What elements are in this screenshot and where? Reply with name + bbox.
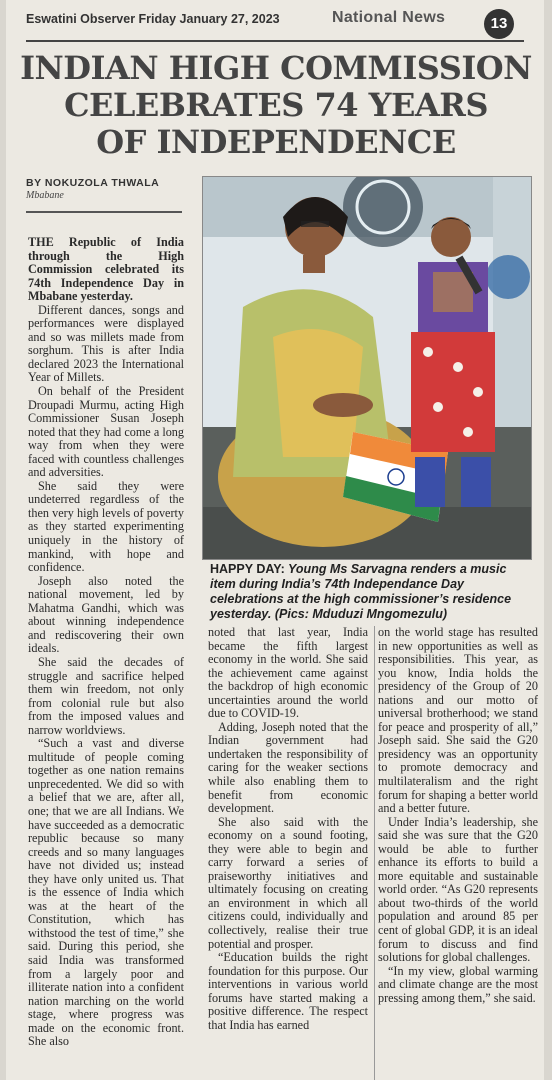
byline-rule — [26, 211, 182, 213]
article-paragraph: on the world stage has resulted in new opportunities as well as responsibilities. This year, as you know, India holds the presidency of the Group of 20 nations and our motto of universal brotherhood; we stand for peace and prosperity of all,” Joseph said. She said the G20 presidency was an opportunity to promote democracy and multilateralism and the right forum for shaping a better world and a better future. — [378, 626, 538, 816]
article-paragraph: She said the decades of struggle and sacrifice helped them win freedom, not only from colonial rule but also from the imposed values and narrow worldviews. — [28, 654, 184, 737]
article-paragraph: “In my view, global warming and climate change are the most pressing among them,” she said. — [378, 963, 538, 1005]
headline-line: INDIAN HIGH COMMISSION — [20, 49, 532, 87]
caption-lead: HAPPY DAY: — [210, 562, 285, 576]
article-paragraph: “Such a vast and diverse multitude of people coming together as one nation remains unprecedented. We did so with a belief that we are, after all, one; that we are all Indians. We have succeeded as a democratic republic because so many creeds and so many languages have not divided us; instead they have only united us. That is the essence of India which was at the heart of the Constitution, which has withstood the test of time,” she said. During this period, she said India was transformed from a largely poor and illiterate nation into a confident nation marching on the world stage, where progress was made on the economic front. She also — [28, 736, 184, 1049]
article-column-3 — [378, 626, 538, 1080]
headline — [20, 50, 532, 161]
article-paragraph: “Education builds the right foundation for this purpose. Our interventions in various world forums have started making a positive difference. The respect that India has earned — [208, 950, 368, 1032]
photo-illustration — [203, 177, 531, 559]
article-column-2 — [208, 626, 368, 1080]
section-title: National News — [332, 9, 446, 26]
byline-author: BY NOKUZOLA THWALA — [26, 177, 160, 189]
news-photo — [202, 176, 532, 560]
article-paragraph: Joseph also noted the national movement, led by Mahatma Gandhi, which was about winning independence and rediscovering their own ideals. — [28, 573, 184, 656]
headline-line: OF INDEPENDENCE — [96, 123, 456, 161]
article-paragraph: Under India’s leadership, she said she was sure that the G20 would be able to further enhance its efforts to build a more equitable and sustainable world order. “As G20 represents about two-thirds of the world population and around 85 per cent of global GDP, it is an ideal forum to discuss and find solutions for global challenges. — [378, 814, 538, 965]
article-paragraph: Different dances, songs and performances were displayed and so was millets made from sorghum. This is after India declared 2023 the International Year of Millets. — [28, 302, 184, 385]
publication-dateline: Eswatini Observer Friday January 27, 2023 — [26, 12, 280, 26]
photo-caption — [210, 562, 526, 622]
caption-text: Young Ms Sarvagna renders a music item during India’s 74th Independance Day celebrations at the high commissioner’s residence yesterday. (Pics: Mduduzi Mngomezulu) — [210, 562, 512, 621]
header-rule — [26, 40, 524, 42]
article-paragraph: She said they were undeterred regardless of the then very high levels of poverty as they started experimenting uniquely in the history of mankind, with hope and confidence. — [28, 478, 184, 575]
byline-location: Mbabane — [26, 190, 64, 201]
article-paragraph: She also said with the economy on a sound footing, they were able to begin and carry forward a series of praiseworthy initiatives and ultimately focusing on creating an environment in which all citizens could, individually and collectively, realise their true potential and prosper. — [208, 814, 368, 951]
article-column-1 — [28, 236, 184, 1080]
running-header — [6, 6, 544, 38]
article-paragraph: On behalf of the President Droupadi Murmu, acting High Commissioner Susan Joseph noted that they had come a long way from when they were faced with countless challenges and adversities. — [28, 384, 184, 480]
article-paragraph: THE Republic of India through the High Commission celebrated its 74th Independence Day in Mbabane yesterday. — [28, 236, 184, 304]
page-number-badge: 13 — [484, 9, 514, 39]
headline-line: CELEBRATES 74 YEARS — [64, 86, 488, 124]
byline — [26, 177, 186, 213]
article-paragraph: noted that last year, India became the fifth largest economy in the world. She said the achievement came against the backdrop of high economic uncertainties around the world due to COVID-19. — [208, 626, 368, 721]
newspaper-page — [6, 0, 544, 1080]
article-paragraph: Adding, Joseph noted that the Indian government had undertaken the responsibility of caring for the weaker sections while also enabling them to benefit from economic development. — [208, 719, 368, 816]
column-divider — [374, 626, 375, 1080]
